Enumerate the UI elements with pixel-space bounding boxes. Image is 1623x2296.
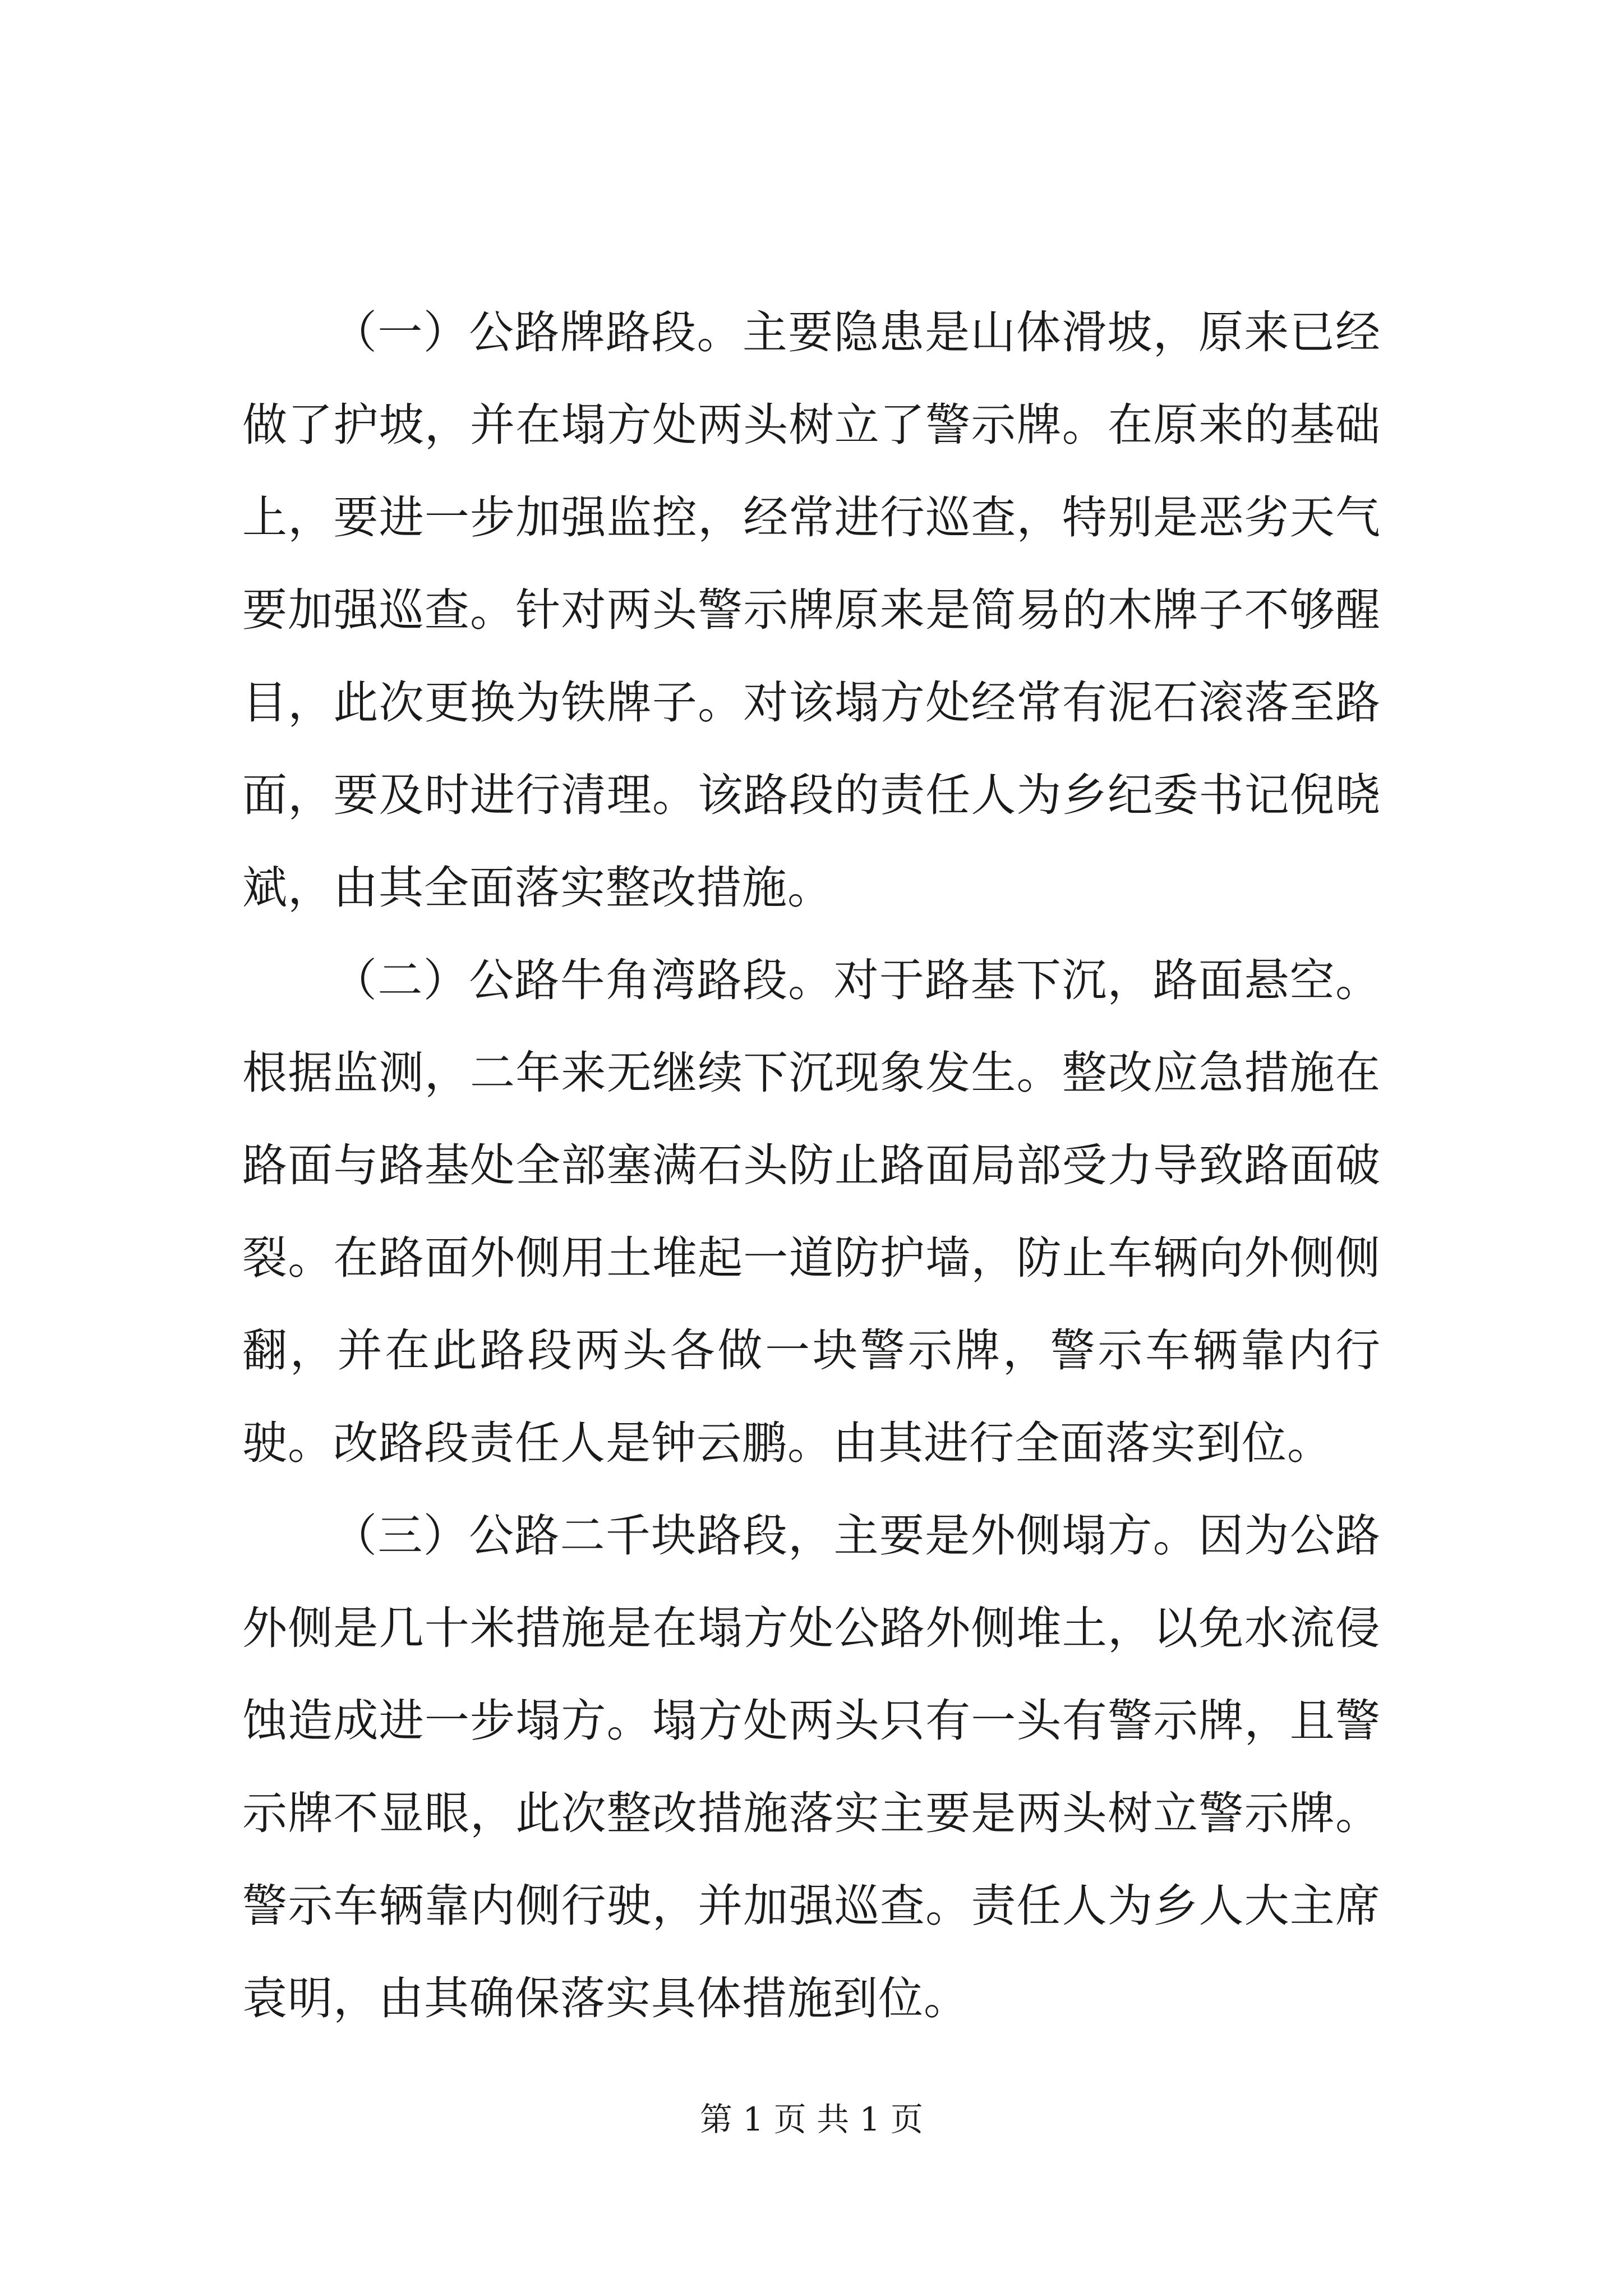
paragraph-2: （二）公路牛角湾路段。对于路基下沉，路面悬空。根据监测，二年来无继续下沉现象发生。整改应急措施在路面与路基处全部塞满石头防止路面局部受力导致路面破裂。在路面外侧用土堆起一道防护墙，防止车辆向外侧侧翻，并在此路段两头各做一块警示牌，警示车辆靠内行驶。改路段责任人是钟云鹏。由其进行全面落实到位。 [242, 954, 1381, 1469]
paragraph-3: （三）公路二千块路段，主要是外侧塌方。因为公路外侧是几十米措施是在塌方处公路外侧堆土，以免水流侵蚀造成进一步塌方。塌方处两头只有一头有警示牌，且警示牌不显眼，此次整改措施落实主要是两头树立警示牌。警示车辆靠内侧行驶，并加强巡查。责任人为乡人大主席袁明，由其确保落实具体措施到位。 [242, 1510, 1381, 2024]
document-body [242, 286, 1381, 2045]
page-number-footer: 第 1 页 共 1 页 [700, 2100, 923, 2138]
paragraph-1: （一）公路牌路段。主要隐患是山体滑坡，原来已经做了护坡，并在塌方处两头树立了警示牌。在原来的基础上，要进一步加强监控，经常进行巡查，特别是恶劣天气要加强巡查。针对两头警示牌原来是简易的木牌子不够醒目，此次更换为铁牌子。对该塌方处经常有泥石滚落至路面，要及时进行清理。该路段的责任人为乡纪委书记倪晓斌，由其全面落实整改措施。 [242, 306, 1381, 914]
